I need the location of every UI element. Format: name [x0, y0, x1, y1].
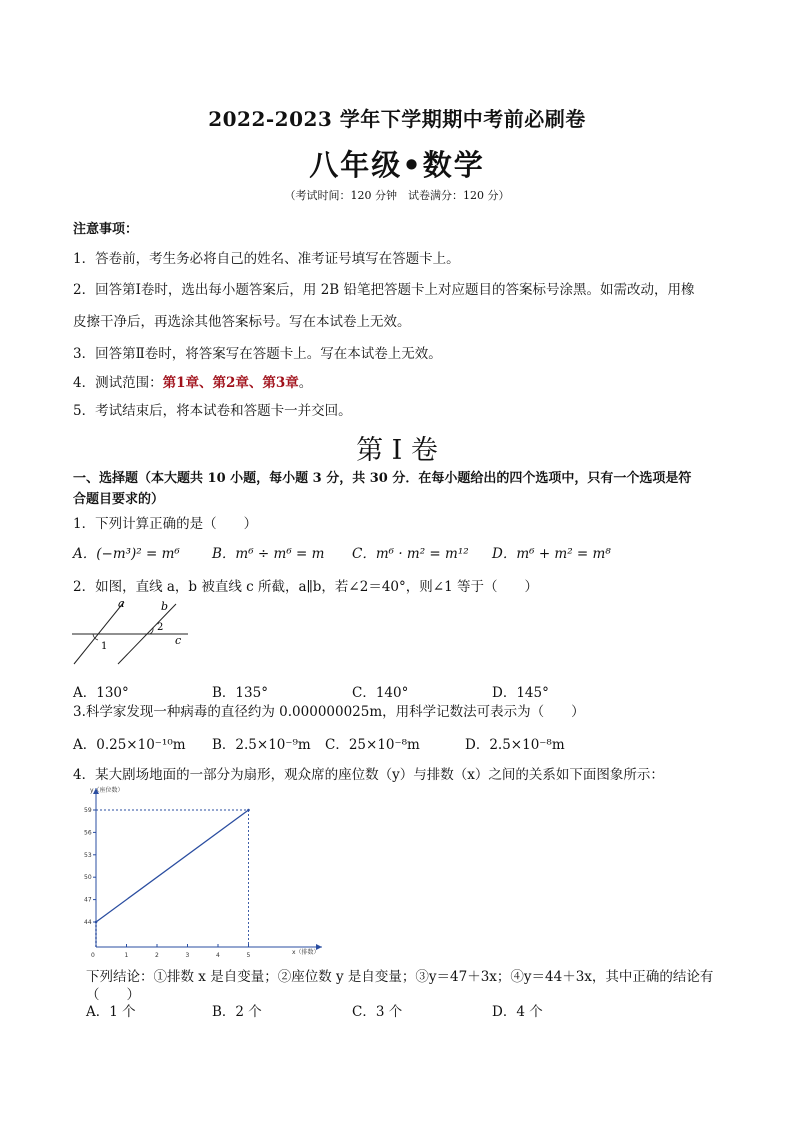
- x-tick-label: 1: [124, 952, 129, 959]
- label-a: a: [118, 597, 125, 610]
- note-4: [73, 371, 312, 391]
- label-c: c: [175, 634, 182, 647]
- note-4-end: 。: [298, 375, 313, 391]
- y-tick-label: 47: [84, 896, 92, 904]
- y-tick-label: 56: [84, 829, 92, 837]
- q1-option-d: D．m⁶ + m² = m⁸: [492, 546, 611, 562]
- line-a: [74, 602, 124, 664]
- chart-axes: [93, 788, 322, 950]
- q4-option-d: D．4 个: [492, 1004, 543, 1020]
- chart-y-axis-label: y（座位数）: [90, 787, 124, 794]
- series-line: [96, 810, 249, 922]
- note-4-range: 第1章、第2章、第3章: [162, 375, 299, 391]
- x-tick-label: 0: [91, 952, 95, 959]
- data-point: [95, 921, 98, 924]
- chart-x-axis-label: x（排数）: [292, 949, 320, 956]
- label-angle-1: 1: [101, 641, 108, 652]
- q4-conclusion-a: 下列结论：①排数 x 是自变量；②座位数 y 是自变量；③y＝47＋3x；④y＝44＋3x，其中正确的结论有: [86, 969, 714, 985]
- q2-option-d: D．145°: [492, 685, 549, 701]
- q4-option-b: B．2 个: [212, 1004, 262, 1020]
- chart-ticks: [84, 807, 251, 959]
- q3-option-c: C．25×10⁻⁸m: [325, 737, 420, 753]
- q4-stem: 4．某大剧场地面的一部分为扇形，观众席的座位数（y）与排数（x）之间的关系如下面图象所示：: [73, 767, 664, 783]
- q4-option-a: A．1 个: [86, 1004, 136, 1020]
- q1-option-a: A．(−m³)² = m⁶: [73, 546, 180, 562]
- x-tick-label: 4: [216, 952, 220, 959]
- note-2a: 2．回答第Ⅰ卷时，选出每小题答案后，用 2B 铅笔把答题卡上对应题目的答案标号涂黑。如需改动，用橡: [73, 282, 695, 298]
- y-tick-label: 44: [84, 919, 92, 926]
- section-instructions-b: 合题目要求的）: [73, 492, 165, 507]
- q1-stem: 1．下列计算正确的是（ ）: [73, 516, 258, 532]
- chart-reference-lines: [96, 810, 249, 947]
- exam-subject-title: 八年级•数学: [309, 148, 485, 182]
- x-tick-label: 2: [155, 952, 159, 959]
- note-3: 3．回答第Ⅱ卷时，将答案写在答题卡上。写在本试卷上无效。: [73, 346, 442, 362]
- note-5: 5．考试结束后，将本试卷和答题卡一并交回。: [73, 403, 352, 419]
- note-1: 1．答卷前，考生务必将自己的姓名、准考证号填写在答题卡上。: [73, 251, 460, 267]
- exam-title: 2022-2023 学年下学期期中考前必刷卷: [208, 107, 586, 131]
- section-title: 第 I 卷: [356, 435, 438, 466]
- label-angle-2: 2: [157, 622, 164, 633]
- y-tick-label: 50: [84, 874, 92, 882]
- label-b: b: [161, 600, 169, 613]
- section-instructions-a: 一、选择题（本大题共 10 小题，每小题 3 分，共 30 分．在每小题给出的四个选项中，只有一个选项是符: [73, 471, 692, 486]
- y-tick-label: 53: [84, 851, 92, 859]
- x-tick-label: 3: [185, 952, 190, 959]
- seat-row-chart: [80, 782, 330, 967]
- y-tick-label: 59: [84, 807, 92, 814]
- data-point: [247, 809, 250, 812]
- q3-option-d: D．2.5×10⁻⁸m: [465, 737, 565, 753]
- q2-option-a: A．130°: [73, 685, 129, 701]
- q2-option-b: B．135°: [212, 685, 268, 701]
- q3-option-b: B．2.5×10⁻⁹m: [212, 737, 311, 753]
- x-tick-label: 5: [246, 952, 251, 959]
- parallel-lines-figure: [68, 596, 193, 668]
- q4-option-c: C．3 个: [352, 1004, 403, 1020]
- q1-option-c: C．m⁶ · m² = m¹²: [352, 546, 469, 562]
- q2-stem: 2．如图，直线 a，b 被直线 c 所截，a∥b，若∠2＝40°，则∠1 等于（ ）: [73, 579, 538, 595]
- q4-conclusion-b: （ ）: [86, 987, 140, 1003]
- chart-series: [95, 809, 250, 924]
- note-2b: 皮擦干净后，再选涂其他答案标号。写在本试卷上无效。: [73, 314, 411, 330]
- note-4-prefix: 4．测试范围：: [73, 375, 163, 391]
- notes-heading: 注意事项：: [73, 222, 139, 237]
- q3-option-a: A．0.25×10⁻¹⁰m: [73, 737, 186, 753]
- q1-option-b: B．m⁶ ÷ m⁶ = m: [212, 546, 325, 562]
- q3-stem: 3.科学家发现一种病毒的直径约为 0.000000025m，用科学记数法可表示为（ ）: [73, 704, 585, 720]
- exam-time-info: （考试时间：120 分钟 试卷满分：120 分）: [284, 189, 510, 202]
- q2-option-c: C．140°: [352, 685, 409, 701]
